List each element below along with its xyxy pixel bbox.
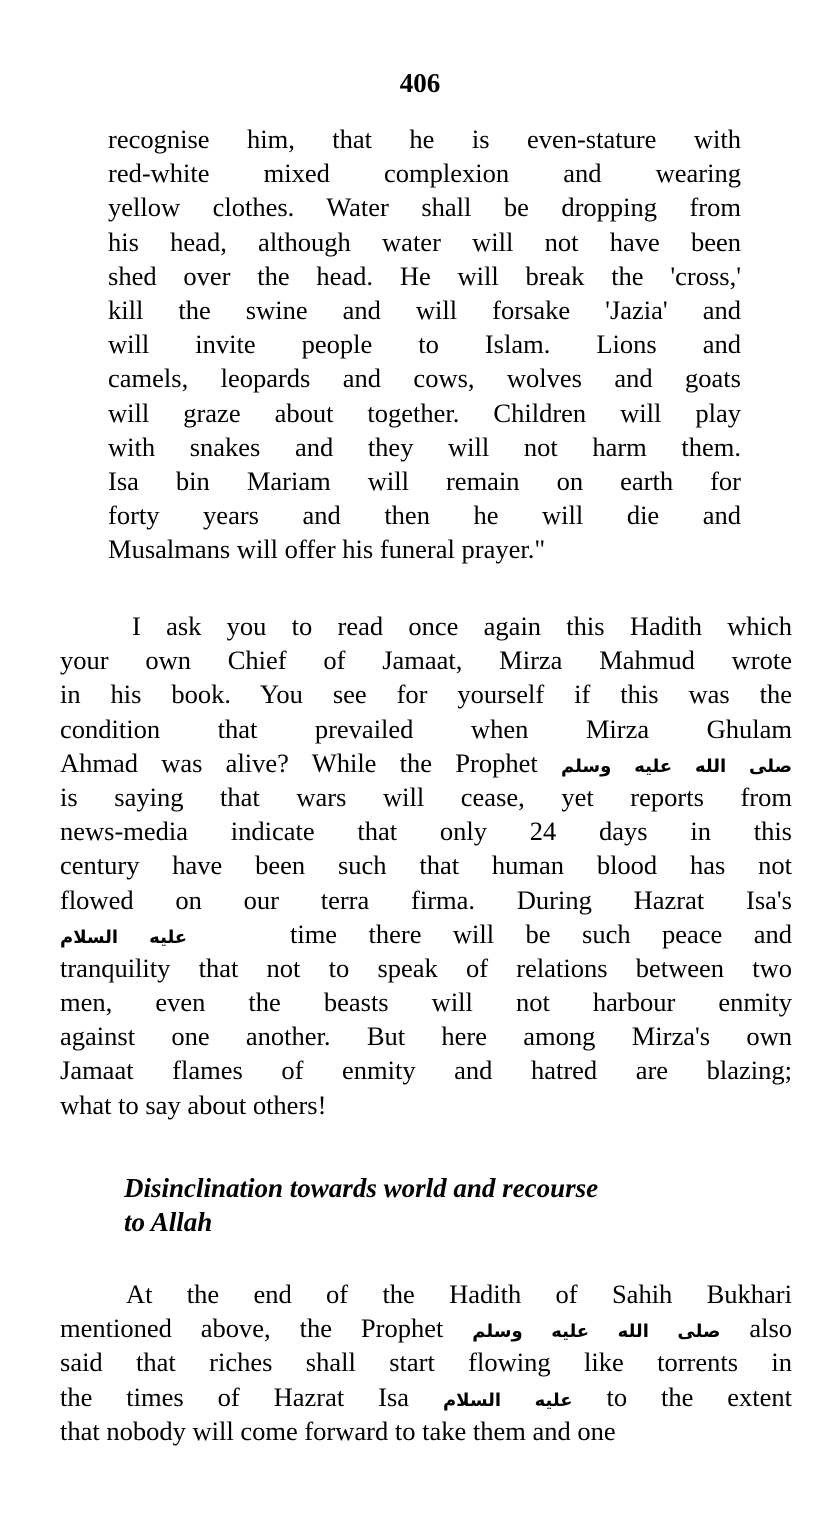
paragraph-line: condition that prevailed when Mirza Ghulam — [60, 713, 792, 744]
paragraph-line: news-media indicate that only 24 days in this — [60, 816, 792, 847]
body-paragraph-1 — [60, 609, 792, 1122]
quote-line: yellow clothes. Water shall be dropping from — [108, 192, 741, 223]
hadith-quote-block — [108, 122, 741, 566]
quote-line: shed over the head. He will break the 'cross,' — [108, 260, 741, 291]
quote-line: recognise him, that he is even-stature with — [108, 124, 741, 154]
quote-line: forty years and then he will die and — [108, 500, 741, 531]
quote-line: kill the swine and will forsake 'Jazia' and — [108, 294, 741, 325]
paragraph-line: in his book. You see for yourself if this was the — [60, 679, 792, 710]
heading-line: Disinclination towards world and recourse — [124, 1173, 599, 1203]
quote-line: with snakes and they will not harm them. — [108, 431, 741, 462]
quote-line: Isa bin Mariam will remain on earth for — [108, 465, 741, 496]
arabic-salutation: صلی الله علیه وسلم — [560, 755, 792, 777]
paragraph-line: your own Chief of Jamaat, Mirza Mahmud wrote — [60, 645, 792, 676]
quote-line: Musalmans will offer his funeral prayer." — [108, 534, 546, 565]
arabic-salutation: علیه السلام — [442, 1389, 573, 1411]
paragraph-line: against one another. But here among Mirza's own — [60, 1021, 792, 1052]
paragraph-line: what to say about others! — [60, 1089, 327, 1120]
paragraph-line: At the end of the Hadith of Sahih Bukhari — [126, 1279, 792, 1309]
paragraph-line: tranquility that not to speak of relations between two — [60, 952, 792, 983]
paragraph-line — [60, 917, 792, 951]
line-text: mentioned above, the Prophet — [60, 1313, 444, 1344]
paragraph-line: is saying that wars will cease, yet reports from — [60, 781, 792, 812]
paragraph-line: said that riches shall start flowing like torrents in — [60, 1347, 792, 1378]
quote-line: will graze about together. Children will play — [108, 397, 741, 428]
quote-line: his head, although water will not have been — [108, 226, 741, 257]
quote-line: red-white mixed complexion and wearing — [108, 158, 741, 189]
arabic-salutation: علیه السلام — [60, 926, 188, 948]
paragraph-line: century have been such that human blood has not — [60, 850, 792, 881]
paragraph-line: I ask you to read once again this Hadith which — [132, 611, 792, 641]
body-paragraph-2 — [60, 1277, 792, 1448]
paragraph-line — [60, 746, 792, 780]
arabic-salutation: صلی الله علیه وسلم — [472, 1321, 721, 1343]
heading-line: to Allah — [124, 1207, 213, 1237]
quote-line: camels, leopards and cows, wolves and goats — [108, 363, 741, 394]
line-text: Ahmad was alive? While the Prophet — [60, 747, 538, 778]
line-text: also — [749, 1313, 793, 1344]
line-text: the times of Hazrat Isa — [60, 1381, 410, 1412]
paragraph-line: Jamaat flames of enmity and hatred are blazing; — [60, 1055, 792, 1086]
paragraph-line: flowed on our terra firma. During Hazrat Isa's — [60, 884, 792, 915]
quote-line: will invite people to Islam. Lions and — [108, 329, 741, 360]
line-text: time there will be such peace and — [289, 918, 793, 949]
section-heading — [124, 1171, 792, 1239]
paragraph-line: that nobody will come forward to take them and one — [60, 1415, 616, 1446]
line-text: to the extent — [606, 1381, 793, 1412]
paragraph-line — [60, 1311, 792, 1345]
paragraph-line — [60, 1380, 792, 1414]
page-number: 406 — [399, 68, 441, 98]
paragraph-line: men, even the beasts will not harbour enmity — [60, 987, 792, 1018]
